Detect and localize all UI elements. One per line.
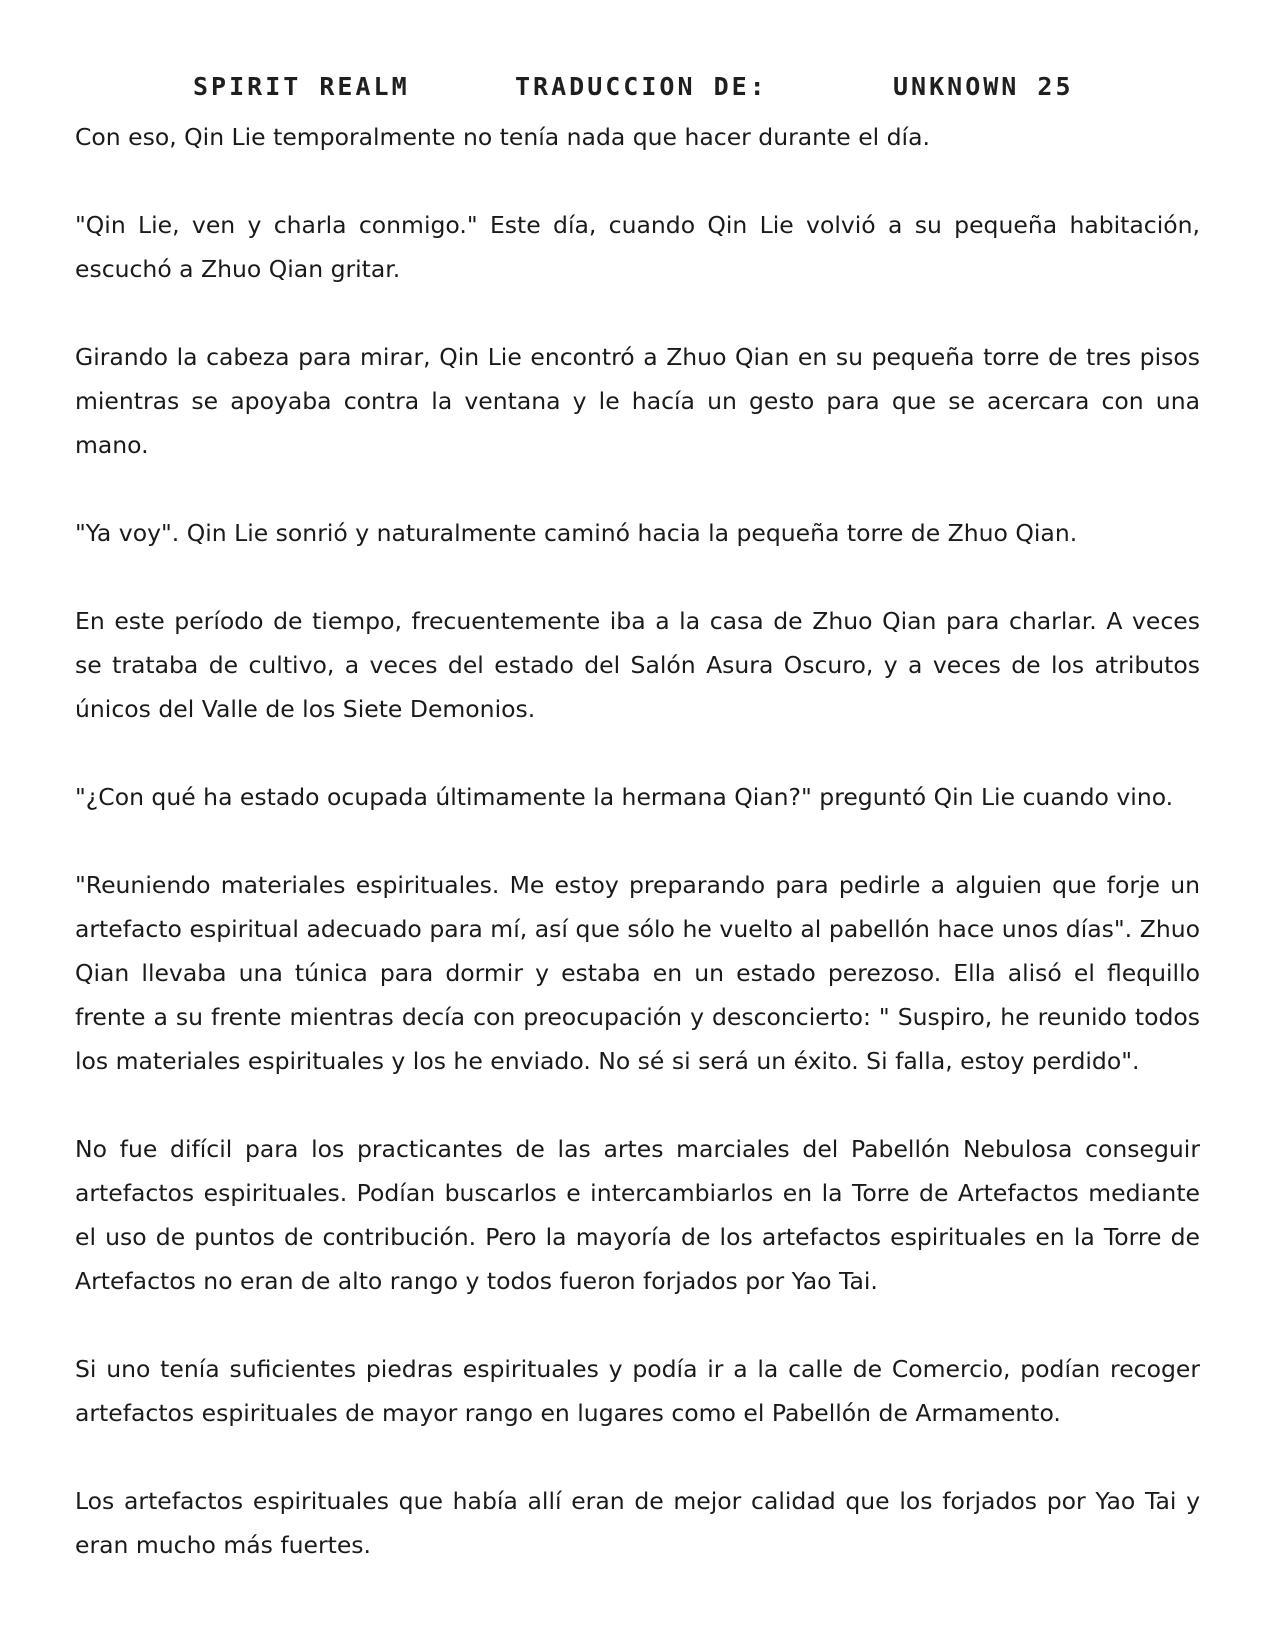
paragraph: "Reuniendo materiales espirituales. Me estoy preparando para pedirle a alguien que forje un artefacto espiritual adecuado para mí, así que sólo he vuelto al pabellón hace unos días". Zhuo Qian llevaba una túnica para dormir y estaba en un estado perezoso. Ella alisó el flequillo frente a su frente mientras decía con preocupación y desconcierto: " Suspiro, he reunido todos los materiales espirituales y los he enviado. No sé si será un éxito. Si falla, estoy perdido". — [75, 871, 1200, 1075]
body-text — [75, 115, 1200, 1611]
paragraph: "Ya voy". Qin Lie sonrió y naturalmente caminó hacia la pequeña torre de Zhuo Qian. — [75, 519, 1078, 547]
paragraph: Si uno tenía suficientes piedras espirituales y podía ir a la calle de Comercio, podían recoger artefactos espirituales de mayor rango en lugares como el Pabellón de Armamento. — [75, 1355, 1200, 1427]
paragraph: En este período de tiempo, frecuentemente iba a la casa de Zhuo Qian para charlar. A veces se trataba de cultivo, a veces del estado del Salón Asura Oscuro, y a veces de los atributos únicos del Valle de los Siete Demonios. — [75, 607, 1200, 723]
header-translation-label: TRADUCCION DE: — [515, 72, 768, 101]
page-header — [0, 72, 1275, 112]
header-series-title: SPIRIT REALM — [193, 72, 410, 101]
paragraph: "Qin Lie, ven y charla conmigo." Este día, cuando Qin Lie volvió a su pequeña habitación, escuchó a Zhuo Qian gritar. — [75, 211, 1200, 283]
paragraph: "¿Con qué ha estado ocupada últimamente la hermana Qian?" preguntó Qin Lie cuando vino. — [75, 783, 1174, 811]
paragraph: Con eso, Qin Lie temporalmente no tenía nada que hacer durante el día. — [75, 123, 930, 151]
paragraph: Los artefactos espirituales que había allí eran de mejor calidad que los forjados por Yao Tai y eran mucho más fuertes. — [75, 1487, 1200, 1559]
paragraph: No fue difícil para los practicantes de las artes marciales del Pabellón Nebulosa conseguir artefactos espirituales. Podían buscarlos e intercambiarlos en la Torre de Artefactos mediante el uso de puntos de contribución. Pero la mayoría de los artefactos espirituales en la Torre de Artefactos no eran de alto rango y todos fueron forjados por Yao Tai. — [75, 1135, 1200, 1295]
paragraph: Girando la cabeza para mirar, Qin Lie encontró a Zhuo Qian en su pequeña torre de tres pisos mientras se apoyaba contra la ventana y le hacía un gesto para que se acercara con una mano. — [75, 343, 1200, 459]
header-translator: UNKNOWN 25 — [893, 72, 1074, 101]
